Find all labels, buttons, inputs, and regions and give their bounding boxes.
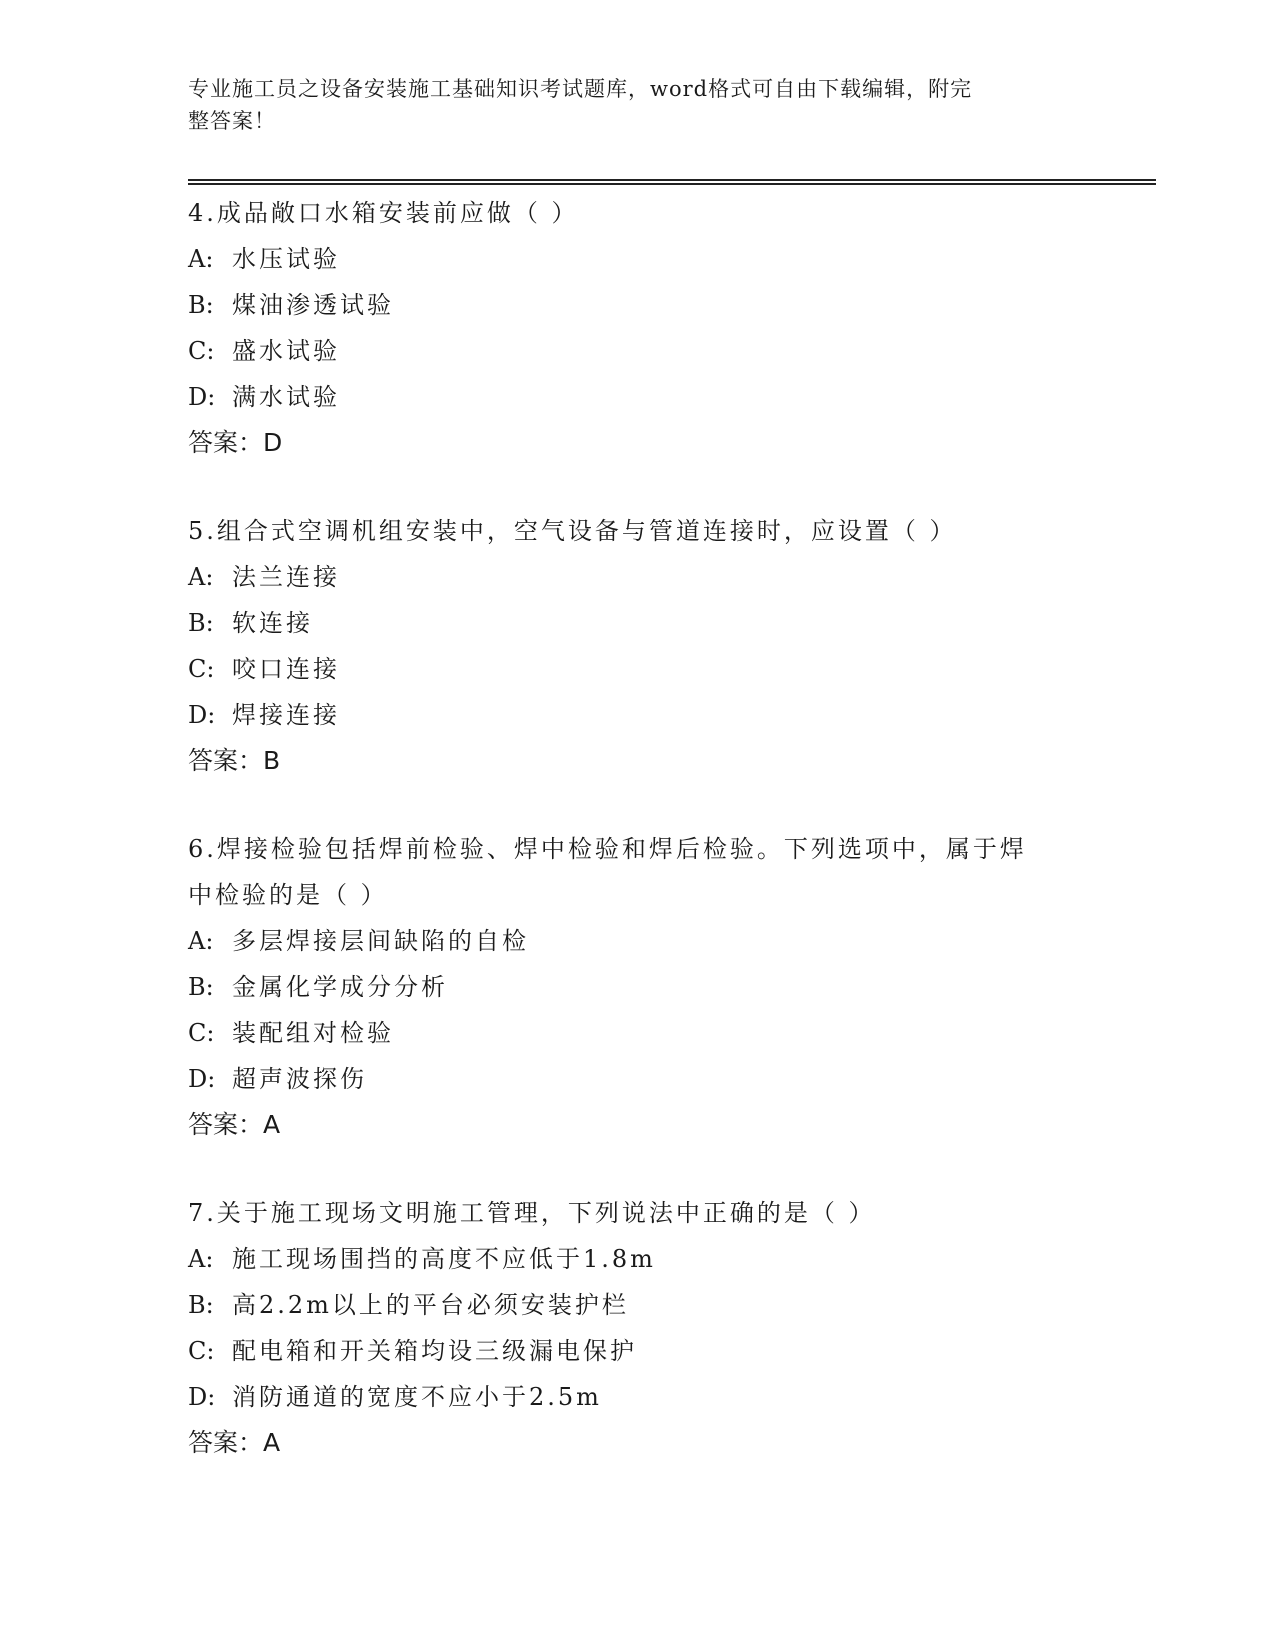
option-b — [188, 1282, 1156, 1328]
option-key: A: — [188, 927, 214, 955]
option-c — [188, 1328, 1156, 1374]
option-key: C: — [188, 1019, 215, 1047]
option-key: A: — [188, 245, 214, 273]
option-text: 满水试验 — [232, 383, 340, 411]
option-a — [188, 554, 1156, 600]
option-text: 金属化学成分分析 — [232, 973, 448, 1001]
option-text: 煤油渗透试验 — [232, 291, 394, 319]
option-text: 水压试验 — [232, 245, 340, 273]
answer-label: 答案：B — [188, 746, 281, 775]
question-list — [188, 190, 1156, 1508]
question-5 — [188, 508, 1156, 784]
question-7 — [188, 1190, 1156, 1466]
option-b — [188, 282, 1156, 328]
option-text: 焊接连接 — [232, 701, 340, 729]
option-key: B: — [188, 973, 214, 1001]
option-c — [188, 646, 1156, 692]
option-c — [188, 1010, 1156, 1056]
option-a — [188, 918, 1156, 964]
option-text: 法兰连接 — [232, 563, 340, 591]
option-text: 多层焊接层间缺陷的自检 — [232, 927, 529, 955]
option-d — [188, 1056, 1156, 1102]
option-a — [188, 236, 1156, 282]
question-title: 7.关于施工现场文明施工管理，下列说法中正确的是（ ） — [188, 1199, 876, 1227]
question-title: 6.焊接检验包括焊前检验、焊中检验和焊后检验。下列选项中，属于焊中检验的是（ ） — [188, 835, 1027, 909]
option-d — [188, 374, 1156, 420]
header-divider — [188, 179, 1156, 185]
option-key: B: — [188, 291, 214, 319]
header-line-1: 专业施工员之设备安装施工基础知识考试题库，word格式可自由下载编辑，附完 — [188, 77, 973, 101]
option-text: 超声波探伤 — [232, 1065, 367, 1093]
option-text: 配电箱和开关箱均设三级漏电保护 — [232, 1337, 637, 1365]
option-d — [188, 1374, 1156, 1420]
option-key: C: — [188, 655, 215, 683]
option-key: C: — [188, 337, 215, 365]
option-text: 消防通道的宽度不应小于2.5m — [232, 1383, 602, 1411]
option-text: 施工现场围挡的高度不应低于1.8m — [232, 1245, 656, 1273]
option-key: A: — [188, 563, 214, 591]
option-key: D: — [188, 383, 216, 411]
option-key: C: — [188, 1337, 215, 1365]
answer-label: 答案：A — [188, 1110, 281, 1139]
option-key: B: — [188, 609, 214, 637]
option-a — [188, 1236, 1156, 1282]
question-4 — [188, 190, 1156, 466]
option-text: 盛水试验 — [232, 337, 340, 365]
answer-label: 答案：A — [188, 1428, 281, 1457]
question-title: 4.成品敞口水箱安装前应做（ ） — [188, 199, 579, 227]
header-line-2: 整答案！ — [188, 109, 276, 133]
option-text: 装配组对检验 — [232, 1019, 394, 1047]
question-title: 5.组合式空调机组安装中，空气设备与管道连接时，应设置（ ） — [188, 517, 957, 545]
option-d — [188, 692, 1156, 738]
option-b — [188, 964, 1156, 1010]
option-text: 高2.2m以上的平台必须安装护栏 — [232, 1291, 629, 1319]
option-b — [188, 600, 1156, 646]
option-key: D: — [188, 701, 216, 729]
question-6 — [188, 826, 1156, 1148]
answer-label: 答案：D — [188, 428, 283, 457]
option-key: A: — [188, 1245, 214, 1273]
option-c — [188, 328, 1156, 374]
option-key: D: — [188, 1065, 216, 1093]
option-key: D: — [188, 1383, 216, 1411]
option-key: B: — [188, 1291, 214, 1319]
document-header — [188, 73, 1068, 137]
option-text: 软连接 — [232, 609, 313, 637]
option-text: 咬口连接 — [232, 655, 340, 683]
